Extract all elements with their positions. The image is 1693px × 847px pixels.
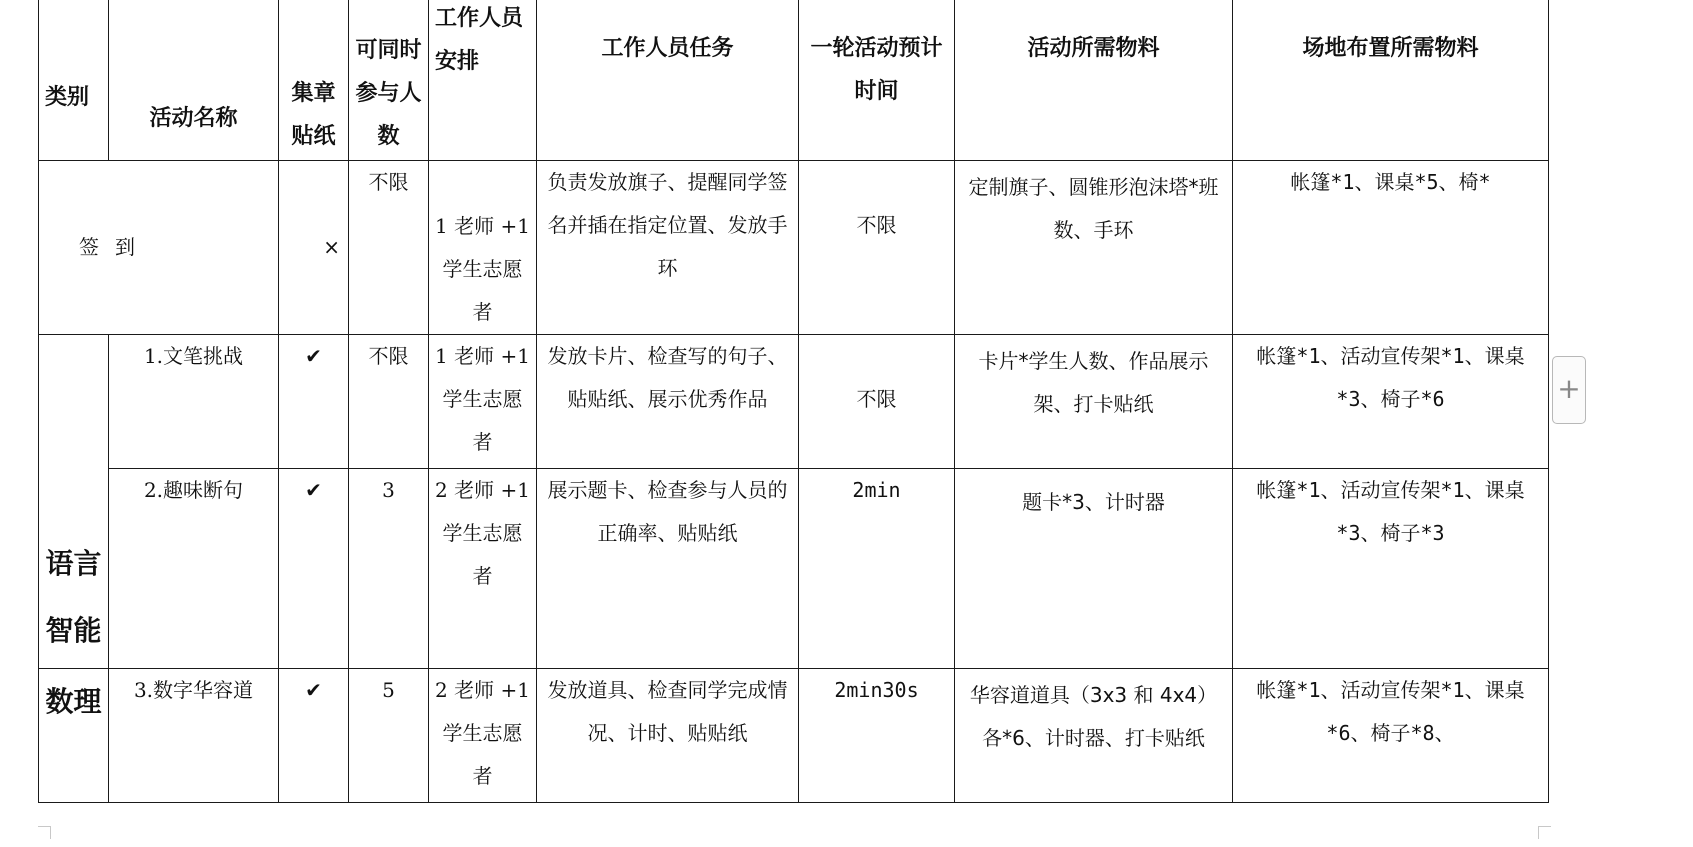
duration-cell: 2min30s bbox=[799, 669, 955, 803]
header-staff: 工作人员安排 bbox=[429, 0, 537, 161]
table-row bbox=[39, 669, 1549, 803]
venue-cell: 帐篷*1、活动宣传架*1、课桌*3、椅子*6 bbox=[1233, 335, 1549, 469]
duration-cell: 不限 bbox=[799, 335, 955, 469]
header-stamp: 集章贴纸 bbox=[279, 0, 349, 161]
tasks-cell: 负责发放旗子、提醒同学签名并插在指定位置、发放手环 bbox=[537, 161, 799, 335]
add-column-button[interactable] bbox=[1552, 356, 1586, 424]
tasks-cell: 展示题卡、检查参与人员的正确率、贴贴纸 bbox=[537, 469, 799, 669]
header-activity: 活动名称 bbox=[109, 0, 279, 161]
header-tasks: 工作人员任务 bbox=[537, 0, 799, 161]
tasks-cell: 发放道具、检查同学完成情况、计时、贴贴纸 bbox=[537, 669, 799, 803]
stamp-check-mark: ✔ bbox=[279, 669, 349, 803]
table-row bbox=[39, 161, 1549, 335]
participants-cell: 3 bbox=[349, 469, 429, 669]
checkin-activity: 签到 bbox=[39, 161, 279, 335]
materials-cell: 题卡*3、计时器 bbox=[955, 469, 1233, 669]
activity-cell: 2.趣味断句 bbox=[109, 469, 279, 669]
venue-cell: 帐篷*1、活动宣传架*1、课桌*3、椅子*3 bbox=[1233, 469, 1549, 669]
staff-cell: 2 老师 +1 学生志愿者 bbox=[429, 669, 537, 803]
venue-cell: 帐篷*1、课桌*5、椅* bbox=[1233, 161, 1549, 335]
participants-cell: 不限 bbox=[349, 161, 429, 335]
plus-icon: + bbox=[1557, 372, 1581, 405]
header-row bbox=[39, 0, 1549, 161]
venue-cell: 帐篷*1、活动宣传架*1、课桌*6、椅子*8、 bbox=[1233, 669, 1549, 803]
category-math: 数理 bbox=[39, 669, 109, 803]
stamp-cross-mark: × bbox=[279, 161, 349, 335]
participants-cell: 不限 bbox=[349, 335, 429, 469]
duration-cell: 2min bbox=[799, 469, 955, 669]
page-corner-mark-right bbox=[1538, 826, 1551, 839]
header-duration: 一轮活动预计时间 bbox=[799, 0, 955, 161]
header-participants: 可同时参与人数 bbox=[349, 0, 429, 161]
staff-cell: 1 老师 +1 学生志愿者 bbox=[429, 335, 537, 469]
stamp-check-mark: ✔ bbox=[279, 335, 349, 469]
materials-cell: 定制旗子、圆锥形泡沫塔*班数、手环 bbox=[955, 161, 1233, 335]
participants-cell: 5 bbox=[349, 669, 429, 803]
category-language: 语言智能 bbox=[39, 335, 109, 669]
staff-cell: 2 老师 +1 学生志愿者 bbox=[429, 469, 537, 669]
materials-cell: 华容道道具（3x3 和 4x4）各*6、计时器、打卡贴纸 bbox=[955, 669, 1233, 803]
header-category: 类别 bbox=[39, 0, 109, 161]
duration-cell: 不限 bbox=[799, 161, 955, 335]
table-row bbox=[39, 335, 1549, 469]
tasks-cell: 发放卡片、检查写的句子、贴贴纸、展示优秀作品 bbox=[537, 335, 799, 469]
table-row bbox=[39, 469, 1549, 669]
staff-cell: 1 老师 +1 学生志愿者 bbox=[429, 161, 537, 335]
activity-cell: 1.文笔挑战 bbox=[109, 335, 279, 469]
page-corner-mark-left bbox=[38, 826, 51, 839]
header-venue: 场地布置所需物料 bbox=[1233, 0, 1549, 161]
header-materials: 活动所需物料 bbox=[955, 0, 1233, 161]
stamp-check-mark: ✔ bbox=[279, 469, 349, 669]
materials-cell: 卡片*学生人数、作品展示架、打卡贴纸 bbox=[955, 335, 1233, 469]
activity-cell: 3.数字华容道 bbox=[109, 669, 279, 803]
activity-plan-table bbox=[38, 0, 1549, 803]
